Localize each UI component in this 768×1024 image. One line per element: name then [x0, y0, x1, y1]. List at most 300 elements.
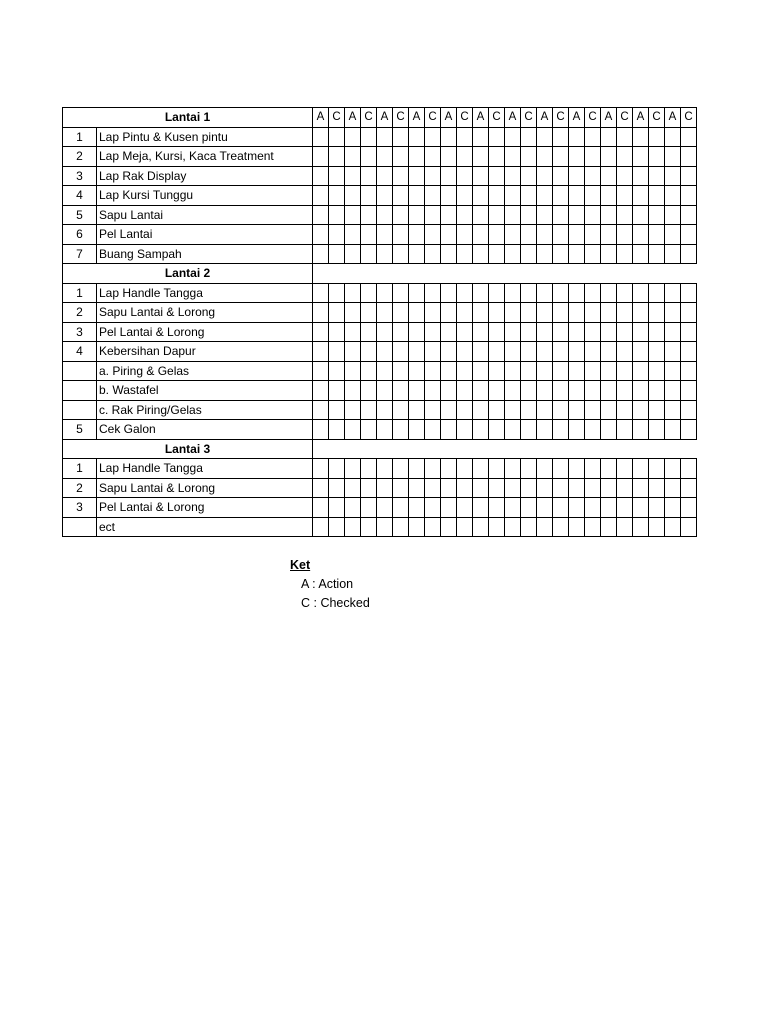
- check-cell[interactable]: [617, 186, 633, 206]
- check-cell[interactable]: [537, 400, 553, 420]
- check-cell[interactable]: [537, 127, 553, 147]
- check-cell[interactable]: [425, 166, 441, 186]
- check-cell[interactable]: [681, 244, 697, 264]
- check-cell[interactable]: [329, 361, 345, 381]
- check-cell[interactable]: [601, 127, 617, 147]
- check-cell[interactable]: [377, 303, 393, 323]
- check-cell[interactable]: [585, 459, 601, 479]
- check-cell[interactable]: [681, 361, 697, 381]
- check-cell[interactable]: [617, 342, 633, 362]
- check-cell[interactable]: [329, 166, 345, 186]
- check-cell[interactable]: [377, 498, 393, 518]
- check-cell[interactable]: [457, 342, 473, 362]
- check-cell[interactable]: [393, 283, 409, 303]
- check-cell[interactable]: [473, 420, 489, 440]
- check-cell[interactable]: [505, 381, 521, 401]
- check-cell[interactable]: [585, 166, 601, 186]
- check-cell[interactable]: [377, 147, 393, 167]
- check-cell[interactable]: [665, 186, 681, 206]
- check-cell[interactable]: [665, 303, 681, 323]
- check-cell[interactable]: [665, 361, 681, 381]
- check-cell[interactable]: [617, 127, 633, 147]
- check-cell[interactable]: [489, 244, 505, 264]
- check-cell[interactable]: [569, 127, 585, 147]
- check-cell[interactable]: [505, 400, 521, 420]
- check-cell[interactable]: [665, 244, 681, 264]
- check-cell[interactable]: [345, 205, 361, 225]
- check-cell[interactable]: [361, 322, 377, 342]
- check-cell[interactable]: [329, 303, 345, 323]
- check-cell[interactable]: [537, 244, 553, 264]
- check-cell[interactable]: [345, 283, 361, 303]
- check-cell[interactable]: [681, 400, 697, 420]
- check-cell[interactable]: [553, 205, 569, 225]
- check-cell[interactable]: [377, 322, 393, 342]
- check-cell[interactable]: [521, 420, 537, 440]
- check-cell[interactable]: [665, 166, 681, 186]
- check-cell[interactable]: [617, 303, 633, 323]
- check-cell[interactable]: [601, 225, 617, 245]
- check-cell[interactable]: [473, 517, 489, 537]
- check-cell[interactable]: [409, 225, 425, 245]
- check-cell[interactable]: [601, 166, 617, 186]
- check-cell[interactable]: [473, 381, 489, 401]
- check-cell[interactable]: [505, 342, 521, 362]
- check-cell[interactable]: [345, 478, 361, 498]
- check-cell[interactable]: [665, 225, 681, 245]
- check-cell[interactable]: [489, 283, 505, 303]
- check-cell[interactable]: [473, 478, 489, 498]
- check-cell[interactable]: [361, 361, 377, 381]
- check-cell[interactable]: [649, 225, 665, 245]
- check-cell[interactable]: [633, 186, 649, 206]
- check-cell[interactable]: [489, 478, 505, 498]
- check-cell[interactable]: [489, 517, 505, 537]
- check-cell[interactable]: [441, 322, 457, 342]
- check-cell[interactable]: [409, 205, 425, 225]
- check-cell[interactable]: [441, 361, 457, 381]
- check-cell[interactable]: [393, 400, 409, 420]
- check-cell[interactable]: [393, 342, 409, 362]
- check-cell[interactable]: [329, 225, 345, 245]
- check-cell[interactable]: [441, 498, 457, 518]
- check-cell[interactable]: [537, 205, 553, 225]
- check-cell[interactable]: [409, 400, 425, 420]
- check-cell[interactable]: [521, 342, 537, 362]
- check-cell[interactable]: [361, 459, 377, 479]
- check-cell[interactable]: [313, 459, 329, 479]
- check-cell[interactable]: [601, 478, 617, 498]
- check-cell[interactable]: [585, 478, 601, 498]
- check-cell[interactable]: [601, 283, 617, 303]
- check-cell[interactable]: [601, 420, 617, 440]
- check-cell[interactable]: [313, 244, 329, 264]
- check-cell[interactable]: [601, 303, 617, 323]
- check-cell[interactable]: [345, 303, 361, 323]
- check-cell[interactable]: [313, 361, 329, 381]
- check-cell[interactable]: [505, 498, 521, 518]
- check-cell[interactable]: [441, 459, 457, 479]
- check-cell[interactable]: [473, 205, 489, 225]
- check-cell[interactable]: [649, 361, 665, 381]
- check-cell[interactable]: [617, 420, 633, 440]
- check-cell[interactable]: [537, 225, 553, 245]
- check-cell[interactable]: [361, 186, 377, 206]
- check-cell[interactable]: [425, 205, 441, 225]
- check-cell[interactable]: [393, 322, 409, 342]
- check-cell[interactable]: [665, 322, 681, 342]
- check-cell[interactable]: [489, 147, 505, 167]
- check-cell[interactable]: [665, 283, 681, 303]
- check-cell[interactable]: [553, 361, 569, 381]
- check-cell[interactable]: [329, 517, 345, 537]
- check-cell[interactable]: [489, 361, 505, 381]
- check-cell[interactable]: [489, 225, 505, 245]
- check-cell[interactable]: [377, 342, 393, 362]
- check-cell[interactable]: [377, 283, 393, 303]
- check-cell[interactable]: [377, 127, 393, 147]
- check-cell[interactable]: [441, 205, 457, 225]
- check-cell[interactable]: [553, 127, 569, 147]
- check-cell[interactable]: [441, 186, 457, 206]
- check-cell[interactable]: [521, 205, 537, 225]
- check-cell[interactable]: [345, 361, 361, 381]
- check-cell[interactable]: [473, 342, 489, 362]
- check-cell[interactable]: [441, 400, 457, 420]
- check-cell[interactable]: [457, 205, 473, 225]
- check-cell[interactable]: [441, 303, 457, 323]
- check-cell[interactable]: [617, 322, 633, 342]
- check-cell[interactable]: [329, 186, 345, 206]
- check-cell[interactable]: [681, 166, 697, 186]
- check-cell[interactable]: [665, 400, 681, 420]
- check-cell[interactable]: [409, 478, 425, 498]
- check-cell[interactable]: [585, 322, 601, 342]
- check-cell[interactable]: [585, 147, 601, 167]
- check-cell[interactable]: [649, 517, 665, 537]
- check-cell[interactable]: [329, 205, 345, 225]
- check-cell[interactable]: [617, 244, 633, 264]
- check-cell[interactable]: [425, 400, 441, 420]
- check-cell[interactable]: [649, 147, 665, 167]
- check-cell[interactable]: [553, 517, 569, 537]
- check-cell[interactable]: [409, 459, 425, 479]
- check-cell[interactable]: [425, 478, 441, 498]
- check-cell[interactable]: [665, 342, 681, 362]
- check-cell[interactable]: [681, 147, 697, 167]
- check-cell[interactable]: [329, 283, 345, 303]
- check-cell[interactable]: [489, 205, 505, 225]
- check-cell[interactable]: [601, 361, 617, 381]
- check-cell[interactable]: [473, 303, 489, 323]
- check-cell[interactable]: [409, 127, 425, 147]
- check-cell[interactable]: [425, 498, 441, 518]
- check-cell[interactable]: [409, 420, 425, 440]
- check-cell[interactable]: [569, 517, 585, 537]
- check-cell[interactable]: [377, 517, 393, 537]
- check-cell[interactable]: [553, 303, 569, 323]
- check-cell[interactable]: [361, 303, 377, 323]
- check-cell[interactable]: [313, 400, 329, 420]
- check-cell[interactable]: [665, 147, 681, 167]
- check-cell[interactable]: [489, 400, 505, 420]
- check-cell[interactable]: [409, 186, 425, 206]
- check-cell[interactable]: [329, 498, 345, 518]
- check-cell[interactable]: [521, 400, 537, 420]
- check-cell[interactable]: [633, 205, 649, 225]
- check-cell[interactable]: [633, 244, 649, 264]
- check-cell[interactable]: [585, 303, 601, 323]
- check-cell[interactable]: [441, 478, 457, 498]
- check-cell[interactable]: [425, 517, 441, 537]
- check-cell[interactable]: [505, 147, 521, 167]
- check-cell[interactable]: [553, 166, 569, 186]
- check-cell[interactable]: [649, 420, 665, 440]
- check-cell[interactable]: [313, 166, 329, 186]
- check-cell[interactable]: [633, 147, 649, 167]
- check-cell[interactable]: [377, 381, 393, 401]
- check-cell[interactable]: [665, 205, 681, 225]
- check-cell[interactable]: [393, 186, 409, 206]
- check-cell[interactable]: [329, 342, 345, 362]
- check-cell[interactable]: [681, 127, 697, 147]
- check-cell[interactable]: [313, 303, 329, 323]
- check-cell[interactable]: [537, 283, 553, 303]
- check-cell[interactable]: [601, 517, 617, 537]
- check-cell[interactable]: [393, 303, 409, 323]
- check-cell[interactable]: [569, 381, 585, 401]
- check-cell[interactable]: [425, 303, 441, 323]
- check-cell[interactable]: [665, 478, 681, 498]
- check-cell[interactable]: [665, 517, 681, 537]
- check-cell[interactable]: [457, 498, 473, 518]
- check-cell[interactable]: [393, 361, 409, 381]
- check-cell[interactable]: [585, 127, 601, 147]
- check-cell[interactable]: [361, 420, 377, 440]
- check-cell[interactable]: [633, 225, 649, 245]
- check-cell[interactable]: [345, 459, 361, 479]
- check-cell[interactable]: [329, 400, 345, 420]
- check-cell[interactable]: [489, 127, 505, 147]
- check-cell[interactable]: [361, 127, 377, 147]
- check-cell[interactable]: [505, 166, 521, 186]
- check-cell[interactable]: [345, 186, 361, 206]
- check-cell[interactable]: [457, 400, 473, 420]
- check-cell[interactable]: [345, 225, 361, 245]
- check-cell[interactable]: [329, 244, 345, 264]
- check-cell[interactable]: [505, 127, 521, 147]
- check-cell[interactable]: [601, 186, 617, 206]
- check-cell[interactable]: [601, 498, 617, 518]
- check-cell[interactable]: [313, 478, 329, 498]
- check-cell[interactable]: [569, 147, 585, 167]
- check-cell[interactable]: [649, 303, 665, 323]
- check-cell[interactable]: [329, 420, 345, 440]
- check-cell[interactable]: [473, 361, 489, 381]
- check-cell[interactable]: [361, 205, 377, 225]
- check-cell[interactable]: [313, 322, 329, 342]
- check-cell[interactable]: [601, 147, 617, 167]
- check-cell[interactable]: [585, 400, 601, 420]
- check-cell[interactable]: [457, 244, 473, 264]
- check-cell[interactable]: [473, 400, 489, 420]
- check-cell[interactable]: [505, 478, 521, 498]
- check-cell[interactable]: [681, 283, 697, 303]
- check-cell[interactable]: [345, 127, 361, 147]
- check-cell[interactable]: [361, 147, 377, 167]
- check-cell[interactable]: [313, 498, 329, 518]
- check-cell[interactable]: [457, 420, 473, 440]
- check-cell[interactable]: [377, 361, 393, 381]
- check-cell[interactable]: [521, 478, 537, 498]
- check-cell[interactable]: [569, 361, 585, 381]
- check-cell[interactable]: [521, 225, 537, 245]
- check-cell[interactable]: [345, 147, 361, 167]
- check-cell[interactable]: [617, 205, 633, 225]
- check-cell[interactable]: [617, 225, 633, 245]
- check-cell[interactable]: [393, 517, 409, 537]
- check-cell[interactable]: [633, 127, 649, 147]
- check-cell[interactable]: [409, 147, 425, 167]
- check-cell[interactable]: [505, 244, 521, 264]
- check-cell[interactable]: [441, 127, 457, 147]
- check-cell[interactable]: [569, 205, 585, 225]
- check-cell[interactable]: [457, 517, 473, 537]
- check-cell[interactable]: [537, 342, 553, 362]
- check-cell[interactable]: [633, 361, 649, 381]
- check-cell[interactable]: [441, 244, 457, 264]
- check-cell[interactable]: [585, 283, 601, 303]
- check-cell[interactable]: [425, 322, 441, 342]
- check-cell[interactable]: [681, 517, 697, 537]
- check-cell[interactable]: [601, 400, 617, 420]
- check-cell[interactable]: [649, 342, 665, 362]
- check-cell[interactable]: [681, 205, 697, 225]
- check-cell[interactable]: [665, 127, 681, 147]
- check-cell[interactable]: [377, 478, 393, 498]
- check-cell[interactable]: [409, 166, 425, 186]
- check-cell[interactable]: [345, 381, 361, 401]
- check-cell[interactable]: [473, 225, 489, 245]
- check-cell[interactable]: [537, 186, 553, 206]
- check-cell[interactable]: [441, 147, 457, 167]
- check-cell[interactable]: [665, 498, 681, 518]
- check-cell[interactable]: [409, 322, 425, 342]
- check-cell[interactable]: [393, 166, 409, 186]
- check-cell[interactable]: [681, 381, 697, 401]
- check-cell[interactable]: [665, 459, 681, 479]
- check-cell[interactable]: [569, 420, 585, 440]
- check-cell[interactable]: [361, 517, 377, 537]
- check-cell[interactable]: [377, 166, 393, 186]
- check-cell[interactable]: [521, 283, 537, 303]
- check-cell[interactable]: [633, 322, 649, 342]
- check-cell[interactable]: [569, 283, 585, 303]
- check-cell[interactable]: [457, 147, 473, 167]
- check-cell[interactable]: [393, 244, 409, 264]
- check-cell[interactable]: [553, 400, 569, 420]
- check-cell[interactable]: [425, 459, 441, 479]
- check-cell[interactable]: [681, 225, 697, 245]
- check-cell[interactable]: [681, 420, 697, 440]
- check-cell[interactable]: [569, 186, 585, 206]
- check-cell[interactable]: [585, 205, 601, 225]
- check-cell[interactable]: [585, 498, 601, 518]
- check-cell[interactable]: [313, 225, 329, 245]
- check-cell[interactable]: [649, 498, 665, 518]
- check-cell[interactable]: [569, 478, 585, 498]
- check-cell[interactable]: [489, 498, 505, 518]
- check-cell[interactable]: [585, 517, 601, 537]
- check-cell[interactable]: [521, 498, 537, 518]
- check-cell[interactable]: [665, 420, 681, 440]
- check-cell[interactable]: [585, 361, 601, 381]
- check-cell[interactable]: [473, 166, 489, 186]
- check-cell[interactable]: [361, 498, 377, 518]
- check-cell[interactable]: [505, 459, 521, 479]
- check-cell[interactable]: [489, 166, 505, 186]
- check-cell[interactable]: [489, 420, 505, 440]
- check-cell[interactable]: [361, 478, 377, 498]
- check-cell[interactable]: [649, 283, 665, 303]
- check-cell[interactable]: [329, 478, 345, 498]
- check-cell[interactable]: [537, 381, 553, 401]
- check-cell[interactable]: [521, 381, 537, 401]
- check-cell[interactable]: [601, 342, 617, 362]
- check-cell[interactable]: [617, 517, 633, 537]
- check-cell[interactable]: [329, 381, 345, 401]
- check-cell[interactable]: [457, 283, 473, 303]
- check-cell[interactable]: [633, 420, 649, 440]
- check-cell[interactable]: [473, 186, 489, 206]
- check-cell[interactable]: [569, 400, 585, 420]
- check-cell[interactable]: [553, 186, 569, 206]
- check-cell[interactable]: [409, 244, 425, 264]
- check-cell[interactable]: [553, 283, 569, 303]
- check-cell[interactable]: [633, 283, 649, 303]
- check-cell[interactable]: [473, 283, 489, 303]
- check-cell[interactable]: [553, 381, 569, 401]
- check-cell[interactable]: [649, 127, 665, 147]
- check-cell[interactable]: [521, 147, 537, 167]
- check-cell[interactable]: [617, 400, 633, 420]
- check-cell[interactable]: [473, 127, 489, 147]
- check-cell[interactable]: [377, 186, 393, 206]
- check-cell[interactable]: [569, 342, 585, 362]
- check-cell[interactable]: [585, 342, 601, 362]
- check-cell[interactable]: [409, 283, 425, 303]
- check-cell[interactable]: [505, 205, 521, 225]
- check-cell[interactable]: [553, 322, 569, 342]
- check-cell[interactable]: [553, 459, 569, 479]
- check-cell[interactable]: [457, 381, 473, 401]
- check-cell[interactable]: [329, 459, 345, 479]
- check-cell[interactable]: [569, 459, 585, 479]
- check-cell[interactable]: [537, 459, 553, 479]
- check-cell[interactable]: [505, 303, 521, 323]
- check-cell[interactable]: [649, 205, 665, 225]
- check-cell[interactable]: [377, 225, 393, 245]
- check-cell[interactable]: [665, 381, 681, 401]
- check-cell[interactable]: [617, 166, 633, 186]
- check-cell[interactable]: [457, 478, 473, 498]
- check-cell[interactable]: [537, 322, 553, 342]
- check-cell[interactable]: [505, 322, 521, 342]
- check-cell[interactable]: [537, 361, 553, 381]
- check-cell[interactable]: [585, 244, 601, 264]
- check-cell[interactable]: [649, 322, 665, 342]
- check-cell[interactable]: [473, 498, 489, 518]
